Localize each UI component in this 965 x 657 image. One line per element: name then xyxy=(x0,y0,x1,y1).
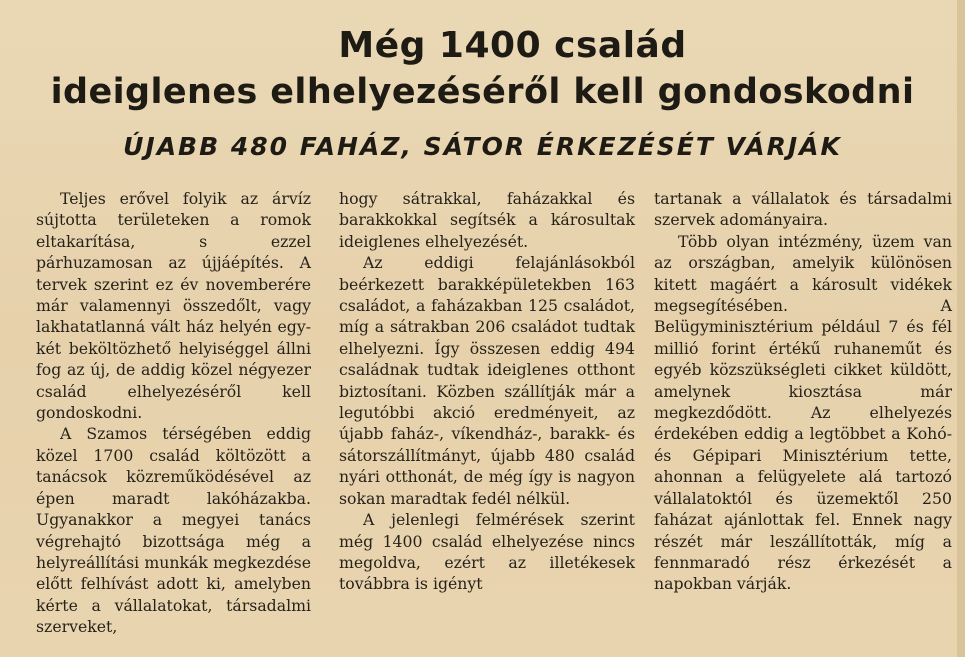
paragraph: hogy sátrakkal, faházakkal és barakkokkal segítsék a károsultak ideiglenes elhelyezését. xyxy=(339,189,635,251)
paragraph: Több olyan intézmény, üzem van az országban, amelyik különösen kitett magáért a károsult vidékek megsegítésében. A Belügyminisztérium például 7 és fél millió forint értékű ruhaneműt és egyéb közszükségleti cikket küldött, amelynek kiosztása már megkezdődött. Az elhelyezés érdekében eddig a legtöbbet a Kohó- és Gépipari Minisztérium tette, ahonnan a felügyelete alá tartozó vállalatoktól és üzemektől 250 faházat ajánlottak fel. Ennek nagy részét már leszállították, míg a fennmaradó rész érkezését a napokban várják. xyxy=(654,231,952,594)
paragraph: A jelenlegi felmérések szerint még 1400 család elhelyezése nincs megoldva, ezért az illetékesek továbbra is igényt xyxy=(339,510,635,594)
article-column-3 xyxy=(654,188,952,595)
headline-line-1: Még 1400 család xyxy=(338,25,687,66)
paragraph: Az eddigi felajánlásokból beérkezett barakképületekben 163 családot, a faházakban 125 családot, míg a sátrakban 206 családot tudtak elhelyezni. Így összesen eddig 494 családnak tudtak ideiglenes otthont biztosítani. Közben szállítják már a legutóbbi akció eredményeit, az újabb faház-, víkendház-, barakk- és sátorszállítmányt, újabb 480 család nyári otthonát, de még így is nagyon sokan maradtak fedél nélkül. xyxy=(339,253,635,508)
subheadline: ÚJABB 480 FAHÁZ, SÁTOR ÉRKEZÉSÉT VÁRJÁK xyxy=(123,132,842,161)
headline-line-2: ideiglenes elhelyezéséről kell gondoskodni xyxy=(50,72,915,112)
paragraph: Teljes erővel folyik az árvíz sújtotta területeken a romok eltakarítása, s ezzel párhuzamosan az újjáépítés. A tervek szerint ez év novemberére már valamennyi összedőlt, vagy lakhatatlanná vált ház helyén egy-két beköltözhető helyiséggel állni fog az új, de addig közel négyezer család elhelyezéséről kell gondoskodni. xyxy=(36,189,311,423)
article-column-1 xyxy=(36,188,311,638)
paragraph: tartanak a vállalatok és társadalmi szervek adományaira. xyxy=(654,189,952,230)
article-column-2 xyxy=(339,188,635,595)
paragraph: A Szamos térségében eddig közel 1700 család költözött a tanácsok közreműködésével az épen maradt lakóházakba. Ugyanakkor a megyei tanács végrehajtó bizottsága még a helyreállítási munkák megkezdése előtt felhívást adott ki, amelyben kérte a vállalatokat, társadalmi szerveket, xyxy=(36,424,311,637)
